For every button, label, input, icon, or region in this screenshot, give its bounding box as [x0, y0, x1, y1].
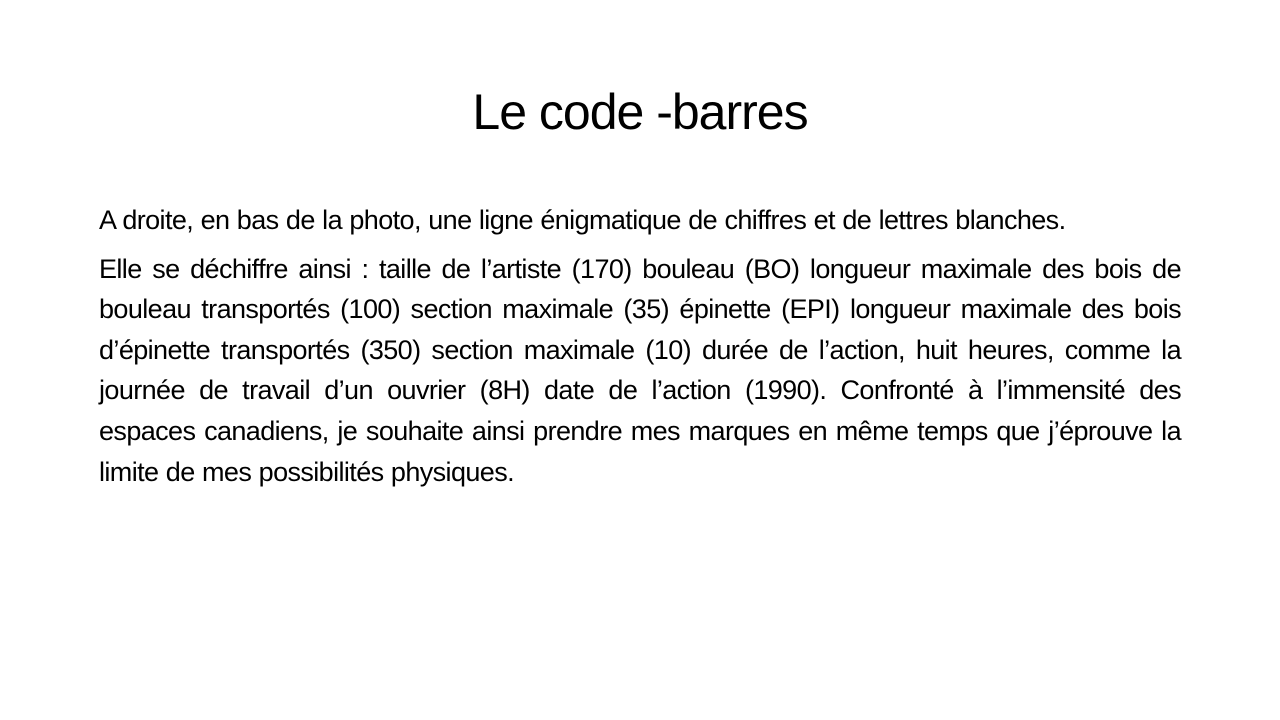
slide-body — [99, 200, 1181, 500]
slide-title: Le code -barres — [472, 84, 808, 140]
paragraph-intro: A droite, en bas de la photo, une ligne énigmatique de chiffres et de lettres blanches. — [99, 205, 1066, 235]
paragraph-explanation: Elle se déchiffre ainsi : taille de l’artiste (170) bouleau (BO) longueur maximale des bois de bouleau transportés (100) section maximale (35) épinette (EPI) longueur maximale des bois d’épinette transportés (350) section maximale (10) durée de l’action, huit heures, comme la journée de travail d’un ouvrier (8H) date de l’action (1990). Confronté à l’immensité des espaces canadiens, je souhaite ainsi prendre mes marques en même temps que j’éprouve la limite de mes possibilités physiques. — [99, 253, 1181, 487]
